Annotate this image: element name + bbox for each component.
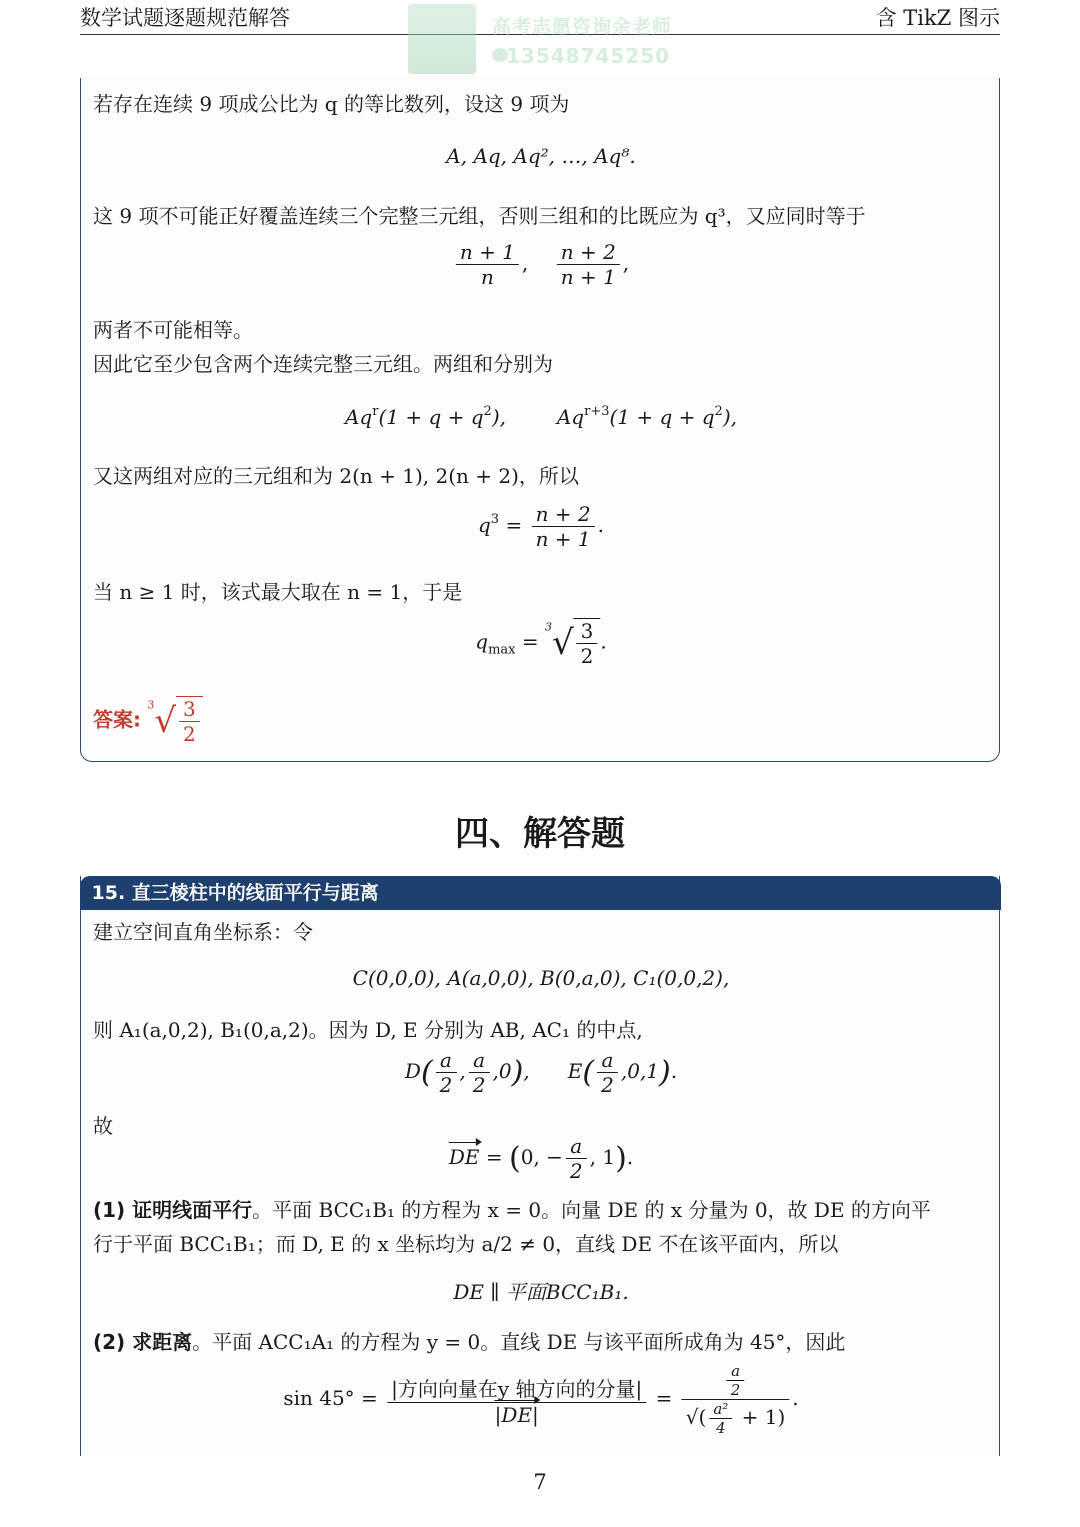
box2-eq3: DE = (0, − $\frac{a}{2}$ , 1). [448, 1134, 634, 1183]
header-left: 数学试题逐题规范解答 [80, 6, 290, 30]
box1-para4: 因此它至少包含两个连续完整三元组。两组和分别为 [93, 352, 553, 376]
wechat-icon [492, 48, 508, 62]
step2-label: (2) 求距离 [93, 1330, 193, 1354]
solution-box-14 [80, 78, 1000, 762]
box2-step1-cont: 行于平面 BCC₁B₁；而 D, E 的 x 坐标均为 a/2 ≠ 0，直线 DE 不在该平面内，所以 [93, 1232, 839, 1256]
box2-para1: 建立空间直角坐标系：令 [93, 920, 313, 944]
box2-title: 15. 直三棱柱中的线面平行与距离 [80, 876, 1001, 910]
box2-para3: 故 [93, 1114, 113, 1138]
box2-para2: 则 A₁(a,0,2), B₁(0,a,2)。因为 D, E 分别为 AB, AC₁ 的中点, [93, 1018, 643, 1042]
answer-label: 答案: [93, 707, 141, 732]
box2-eq2: D( $\frac{a}{2}$ , $\frac{a}{2}$ ,0), E( $\frac{a}{2}$ ,0,1). [404, 1048, 678, 1097]
box1-para1: 若存在连续 9 项成公比为 q 的等比数列，设这 9 项为 [93, 92, 570, 116]
box2-eq4: DE ∥ 平面BCC₁B₁. [453, 1280, 629, 1304]
page-header [80, 0, 1000, 35]
box1-eq4: $q^3$ = $\frac{n + 2}{n + 1}$ . [477, 502, 605, 551]
eq5-left: sin 45° = [283, 1386, 378, 1410]
box2-step2 [93, 1326, 845, 1355]
section-title: 四、解答题 [455, 814, 625, 854]
box1-eq3: $Aq^r(1 + q + q^2)$, $Aq^{r+3}(1 + q + q^2)$, [344, 404, 738, 429]
box2-eq5: sin 45° = $\frac{\text{|方向向量在y 轴方向的分量|}}{|DE|}$ = $\frac{a}{2}$ √( $\frac{\text{a²}}{4}$ + 1) . [283, 1362, 799, 1437]
box1-para3: 两者不可能相等。 [93, 318, 253, 342]
box2-step1 [93, 1194, 931, 1223]
box2-eq1: C(0,0,0), A(a,0,0), B(0,a,0), C₁(0,0,2), [352, 966, 730, 990]
box1-eq2: $\frac{n + 1}{n}$ , $\frac{n + 2}{n + 1}$ , [453, 240, 629, 289]
box1-para2: 这 9 项不可能正好覆盖连续三个完整三元组，否则三组和的比既应为 q³，又应同时等于 [93, 204, 866, 228]
step2-text: 。平面 ACC₁A₁ 的方程为 y = 0。直线 DE 与该平面所成角为 45°，因此 [192, 1330, 846, 1354]
box1-para5: 又这两组对应的三元组和为 2(n + 1), 2(n + 2)，所以 [93, 464, 579, 488]
answer: 答案: $^3$√ $\frac{3}{2}$ [93, 696, 203, 746]
watermark-line1: 高考志愿咨询余老师 [492, 16, 673, 38]
box1-eq5: $q_{max} = ^3√$ $\frac{3}{2}$ . [475, 619, 607, 668]
eq5-numerator: |方向向量在y 轴方向的分量| [391, 1376, 643, 1401]
solution-box-15 [80, 876, 1000, 1456]
step1-text: 。平面 BCC₁B₁ 的方程为 x = 0。向量 DE 的 x 分量为 0，故 DE 的方向平 [252, 1198, 931, 1222]
step1-label: (1) 证明线面平行 [93, 1198, 253, 1222]
header-right: 含 TikZ 图示 [875, 6, 1000, 30]
box1-eq1: A, Aq, Aq², …, Aq⁸. [446, 144, 636, 168]
box1-para6: 当 n ≥ 1 时，该式最大取在 n = 1，于是 [93, 580, 463, 604]
page-number: 7 [533, 1470, 547, 1494]
watermark-line2: 13548745250 [506, 44, 671, 68]
